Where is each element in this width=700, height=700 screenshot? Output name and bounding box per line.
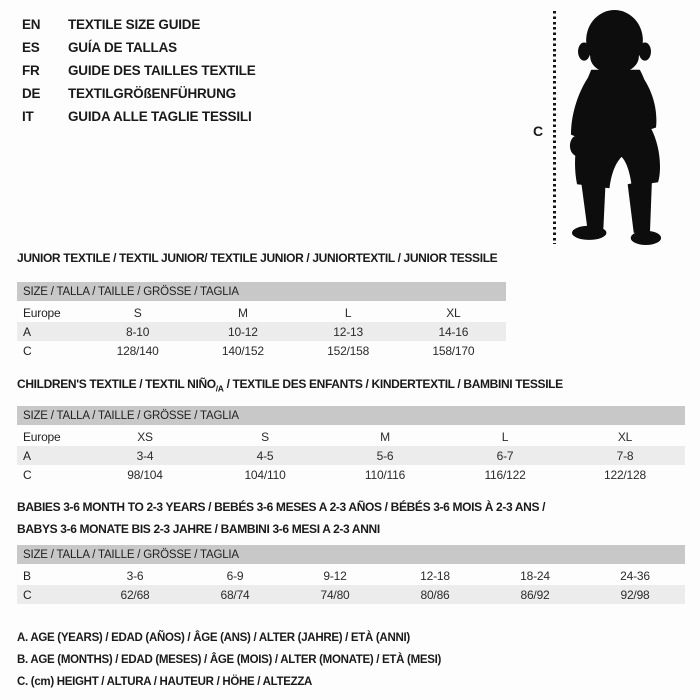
table-row <box>17 585 685 604</box>
size-value-cell: 98/104 <box>127 467 163 482</box>
note-line: B. AGE (MONTHS) / EDAD (MESES) / ÂGE (MOIS) / ALTER (MONATE) / ETÀ (MESI) <box>17 654 442 666</box>
section-title-line: BABIES 3-6 MONTH TO 2-3 YEARS / BEBÉS 3-6 MESES A 2-3 AÑOS / BÉBÉS 3-6 MOIS À 2-3 ANS / <box>17 500 546 514</box>
size-value-cell: XS <box>137 429 153 444</box>
table-row <box>17 341 506 360</box>
size-value-cell: 92/98 <box>585 585 685 604</box>
size-value-cell: 6-9 <box>226 568 244 583</box>
size-value-cell: 12-18 <box>420 568 450 583</box>
table-header-cell: SIZE / TALLA / TAILLE / GRÖSSE / TAGLIA <box>17 545 685 565</box>
section-title-text: CHILDREN'S TEXTILE / TEXTIL NIÑO <box>17 377 216 391</box>
size-value-cell: 5-6 <box>325 446 445 465</box>
size-value-cell: 12-13 <box>296 322 401 341</box>
toddler-silhouette-icon <box>560 7 668 245</box>
size-value-cell: 86/92 <box>485 585 585 604</box>
table-row <box>17 465 685 484</box>
row-label-cell: C <box>23 467 32 482</box>
row-label-cell: A <box>17 322 85 341</box>
babies-size-table <box>17 545 685 604</box>
language-code: EN <box>22 17 41 32</box>
language-label: GUÍA DE TALLAS <box>68 40 177 55</box>
language-list <box>22 13 256 128</box>
figure-area <box>520 5 690 250</box>
size-value-cell: 158/170 <box>432 343 475 358</box>
size-value-cell: 104/110 <box>244 467 286 482</box>
note-line: C. (cm) HEIGHT / ALTURA / HAUTEUR / HÖHE / ALTEZZA <box>17 676 313 688</box>
language-code: ES <box>22 40 40 55</box>
table-row <box>17 322 506 341</box>
section-title-children <box>17 377 563 396</box>
note-line: A. AGE (YEARS) / EDAD (AÑOS) / ÂGE (ANS) / ALTER (JAHRE) / ETÀ (ANNI) <box>17 632 410 644</box>
section-title-subscript: /A <box>215 383 224 394</box>
language-label: TEXTILGRÖßENFÜHRUNG <box>68 86 236 101</box>
table-header-row <box>17 282 506 302</box>
size-value-cell: M <box>237 305 248 320</box>
table-header-row <box>17 406 685 426</box>
row-label-cell: Europe <box>23 429 61 444</box>
size-value-cell: 110/116 <box>364 467 406 482</box>
language-label: TEXTILE SIZE GUIDE <box>68 17 201 32</box>
row-label-cell: A <box>17 446 85 465</box>
row-label-cell: B <box>23 568 31 583</box>
section-title-line: JUNIOR TEXTILE / TEXTIL JUNIOR/ TEXTILE JUNIOR / JUNIORTEXTIL / JUNIOR TESSILE <box>17 251 498 265</box>
language-row <box>22 13 256 36</box>
height-dimension-dotted-line <box>553 11 556 244</box>
notes-list <box>17 627 441 693</box>
table-header-cell: SIZE / TALLA / TAILLE / GRÖSSE / TAGLIA <box>17 282 506 302</box>
size-value-cell: 24-36 <box>620 568 650 583</box>
table-row <box>17 302 506 322</box>
row-label-cell: C <box>17 585 85 604</box>
size-value-cell: 3-4 <box>85 446 205 465</box>
size-value-cell: 140/152 <box>221 343 264 358</box>
size-value-cell: 7-8 <box>565 446 685 465</box>
size-value-cell: S <box>261 429 269 444</box>
size-value-cell: 128/140 <box>116 343 159 358</box>
language-row <box>22 82 256 105</box>
section-title-text: / TEXTILE DES ENFANTS / KINDERTEXTIL / BAMBINI TESSILE <box>223 377 563 391</box>
size-value-cell: 80/86 <box>385 585 485 604</box>
size-value-cell: XL <box>617 429 633 444</box>
language-row <box>22 59 256 82</box>
size-value-cell: 152/158 <box>327 343 370 358</box>
language-label: GUIDE DES TAILLES TEXTILE <box>68 63 256 78</box>
size-value-cell: 3-6 <box>126 568 144 583</box>
section-title-junior <box>17 251 497 266</box>
size-value-cell: M <box>380 429 390 444</box>
size-value-cell: S <box>133 305 142 320</box>
size-value-cell: 14-16 <box>401 322 506 341</box>
size-value-cell: 9-12 <box>323 568 347 583</box>
section-title-line: BABYS 3-6 MONATE BIS 2-3 JAHRE / BAMBINI 3-6 MESI A 2-3 ANNI <box>17 521 380 536</box>
size-value-cell: L <box>501 429 509 444</box>
table-row <box>17 565 685 585</box>
size-value-cell: 4-5 <box>205 446 325 465</box>
size-value-cell: XL <box>446 305 461 320</box>
language-label: GUIDA ALLE TAGLIE TESSILI <box>68 109 252 124</box>
row-label-cell: C <box>23 343 32 358</box>
language-row <box>22 105 256 128</box>
language-row <box>22 36 256 59</box>
junior-size-table <box>17 282 506 360</box>
language-code: FR <box>22 63 40 78</box>
table-row <box>17 446 685 465</box>
size-value-cell: 116/122 <box>484 467 526 482</box>
table-header-cell: SIZE / TALLA / TAILLE / GRÖSSE / TAGLIA <box>17 406 685 426</box>
size-value-cell: 74/80 <box>285 585 385 604</box>
children-size-table <box>17 406 685 484</box>
table-header-row <box>17 545 685 565</box>
table-row <box>17 426 685 446</box>
size-value-cell: 6-7 <box>445 446 565 465</box>
row-label-cell: Europe <box>23 305 61 320</box>
size-value-cell: 68/74 <box>185 585 285 604</box>
height-dimension-label: C <box>533 123 544 139</box>
size-value-cell: 18-24 <box>520 568 550 583</box>
size-value-cell: L <box>344 305 352 320</box>
language-code: DE <box>22 86 41 101</box>
section-title-babies <box>17 497 545 540</box>
size-value-cell: 122/128 <box>604 467 646 482</box>
language-code: IT <box>22 109 34 124</box>
size-value-cell: 10-12 <box>190 322 295 341</box>
size-value-cell: 62/68 <box>85 585 185 604</box>
size-value-cell: 8-10 <box>85 322 190 341</box>
